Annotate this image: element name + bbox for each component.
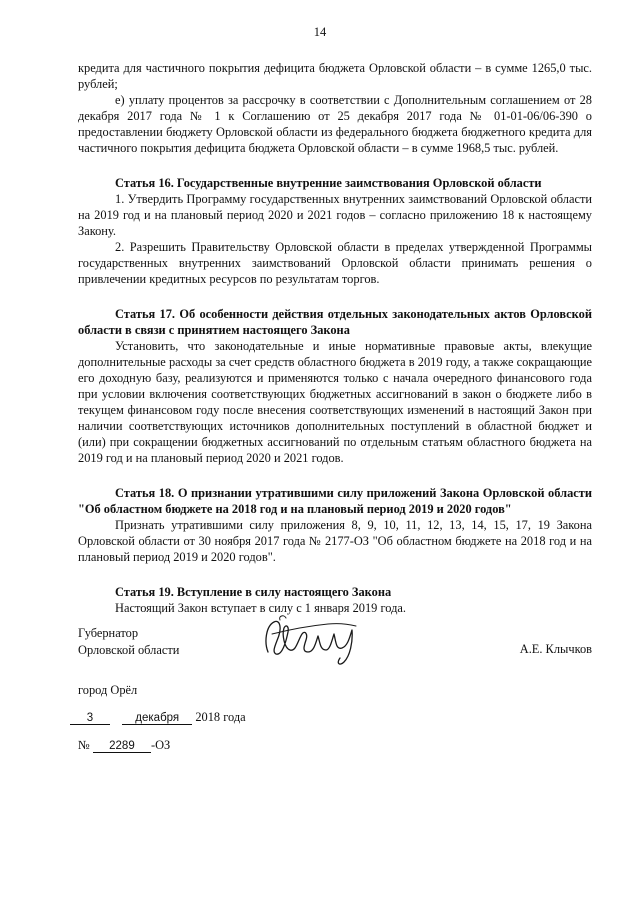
number-suffix: -ОЗ	[150, 738, 171, 752]
article-17-title: Статья 17. Об особенности действия отдельных законодательных актов Орловской области в связи с принятием настоящего Закона	[78, 307, 592, 337]
paragraph: е) уплату процентов за рассрочку в соответствии с Дополнительным соглашением от 28 декабря 2017 года № 1 к Соглашению от 25 декабря 2017 года № 01-01-06/06-390 о предоставлении бюджету Орловской области из федерального бюджета бюджетного кредита для частичного покрытия дефицита бюджета Орловской области – в сумме 1968,5 тыс. рублей.	[78, 93, 592, 155]
paragraph: 1. Утвердить Программу государственных внутренних заимствований Орловской области на 2019 год и на плановый период 2020 и 2021 годов – согласно приложению 18 к настоящему Закону.	[78, 192, 592, 238]
paragraph: кредита для частичного покрытия дефицита бюджета Орловской области – в сумме 1265,0 тыс. рублей;	[78, 61, 592, 91]
article-16-title: Статья 16. Государственные внутренние заимствования Орловской области	[115, 176, 542, 190]
document-body	[78, 60, 592, 616]
date-year: 2018 года	[195, 710, 246, 724]
number-prefix: №	[78, 738, 90, 752]
number-value: 2289	[93, 740, 151, 753]
position-line: Губернатор	[78, 626, 139, 640]
city: город Орёл	[78, 683, 138, 697]
law-number	[78, 738, 170, 753]
date-month: декабря	[122, 712, 192, 725]
position-line: Орловской области	[78, 643, 180, 657]
page-number: 14	[313, 25, 327, 39]
paragraph: Настоящий Закон вступает в силу с 1 января 2019 года.	[115, 601, 406, 615]
handwritten-signature-icon	[258, 612, 368, 670]
article-19-title: Статья 19. Вступление в силу настоящего Закона	[115, 585, 392, 599]
signatory-name: А.Е. Клычков	[519, 642, 592, 656]
signatory-position	[78, 625, 179, 659]
signing-date	[70, 710, 246, 725]
article-18-title: Статья 18. О признании утратившими силу приложений Закона Орловской области "Об областном бюджете на 2018 год и на плановый период 2019 и 2020 годов"	[78, 486, 592, 516]
paragraph: 2. Разрешить Правительству Орловской области в пределах утвержденной Программы государственных внутренних заимствований Орловской области принимать решения о привлечении кредитных ресурсов по результатам торгов.	[78, 240, 592, 286]
paragraph: Установить, что законодательные и иные нормативные правовые акты, влекущие дополнительные расходы за счет средств областного бюджета в 2019 году, а также сокращающие его доходную базу, реализуются и применяются только с начала очередного финансового года при условии включения соответствующих бюджетных ассигнований в закон о бюджете либо в текущем финансовом году после внесения соответствующих изменений в настоящий Закон при наличии соответствующих источников дополнительных поступлений в областной бюджет и (или) при сокращении бюджетных ассигнований по отдельным статьям областного бюджета на 2019 год и на плановый период 2020 и 2021 годов.	[78, 339, 592, 465]
date-day: 3	[70, 712, 110, 725]
paragraph: Признать утратившими силу приложения 8, 9, 10, 11, 12, 13, 14, 15, 17, 19 Закона Орловской области от 30 ноября 2017 года № 2177-ОЗ "Об областном бюджете на 2018 год и на плановый период 2019 и 2020 годов".	[78, 518, 592, 564]
